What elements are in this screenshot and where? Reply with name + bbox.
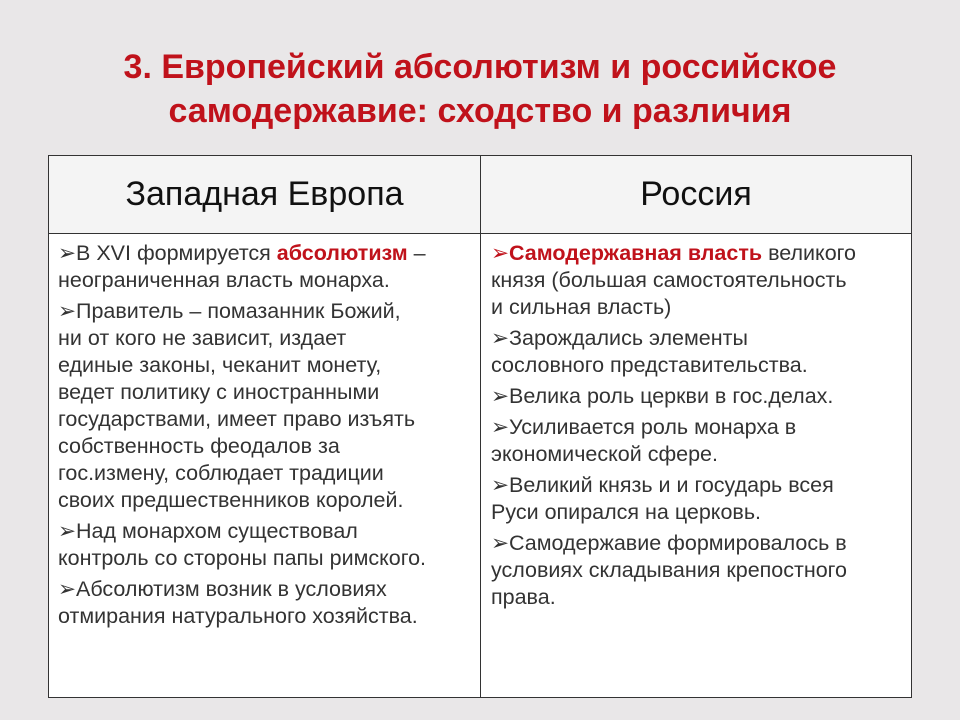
- bullet-arrow-icon: ➢: [491, 326, 510, 350]
- list-item: ➢Правитель – помазанник Божий, ни от кого не зависит, издает единые законы, чеканит монету, ведет политику с иностранными государствами, имеет право изъять собственность феодалов за гос.измену, соблюдает традиции своих предшественников королей.: [58, 299, 416, 512]
- title-line-1: 3. Европейский абсолютизм и российское: [123, 48, 837, 86]
- list-item: ➢В XVI формируется абсолютизм – неограниченная власть монарха.: [58, 241, 426, 292]
- bullet-arrow-icon: ➢: [491, 415, 510, 439]
- title-line-2: самодержавие: сходство и различия: [168, 92, 792, 130]
- bullet-arrow-icon: ➢: [491, 384, 510, 408]
- list-item: ➢Абсолютизм возник в условиях отмирания натурального хозяйства.: [58, 577, 418, 628]
- bullet-arrow-icon: ➢: [58, 519, 77, 543]
- bullet-arrow-icon: ➢: [491, 473, 510, 497]
- header-russia: Россия: [481, 156, 911, 234]
- bullet-arrow-icon: ➢: [58, 241, 77, 265]
- list-item: ➢Самодержавие формировалось в условиях складывания крепостного права.: [491, 531, 848, 609]
- highlight-term: Самодержавная власть: [509, 241, 763, 265]
- bullet-arrow-icon: ➢: [491, 241, 510, 265]
- list-item: ➢Великий князь и и государь всея Руси опирался на церковь.: [491, 473, 834, 524]
- list-item: ➢Усиливается роль монарха в экономической сфере.: [491, 415, 797, 466]
- slide-title: [0, 45, 960, 133]
- comparison-table: [48, 155, 912, 698]
- bullet-arrow-icon: ➢: [491, 531, 510, 555]
- column-western-europe: [49, 234, 481, 697]
- bullet-arrow-icon: ➢: [58, 299, 77, 323]
- list-item: ➢Над монархом существовал контроль со стороны папы римского.: [58, 519, 427, 570]
- list-item: ➢Самодержавная власть великого князя (большая самостоятельность и сильная власть): [491, 241, 856, 319]
- header-western-europe: Западная Европа: [49, 156, 481, 234]
- column-russia: [481, 234, 911, 697]
- bullet-arrow-icon: ➢: [58, 577, 77, 601]
- list-item: ➢Велика роль церкви в гос.делах.: [491, 384, 834, 408]
- highlight-term: абсолютизм: [276, 241, 408, 265]
- list-item: ➢Зарождались элементы сословного представительства.: [491, 326, 808, 377]
